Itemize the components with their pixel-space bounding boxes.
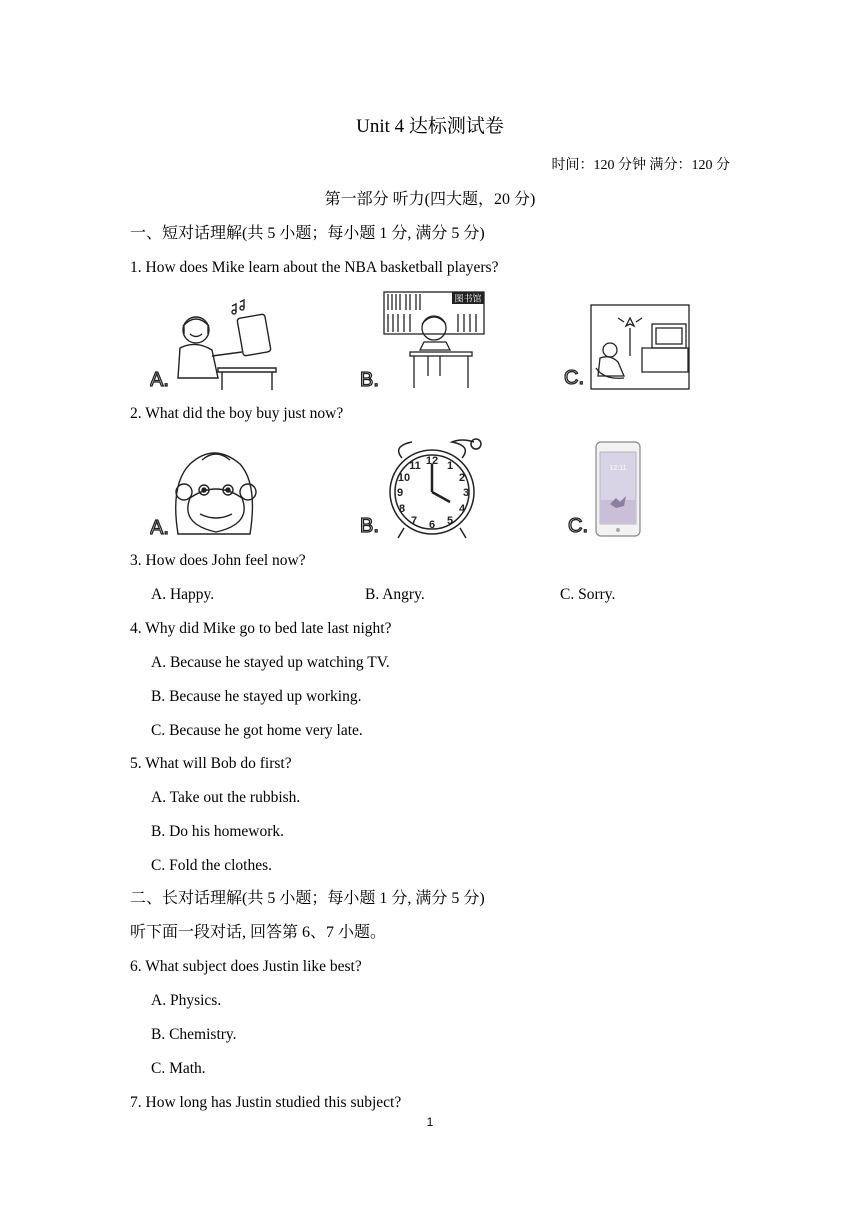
option-label-b: B. — [360, 369, 379, 391]
q2-option-b-picture — [358, 436, 490, 540]
q6-option-b: B. Chemistry. — [151, 1026, 237, 1043]
clock-number: 5 — [446, 515, 454, 527]
library-sign-text: 图书馆 — [454, 294, 482, 305]
exam-meta: 时间：120 分钟 满分：120 分 — [551, 158, 730, 173]
q4-option-a: A. Because he stayed up watching TV. — [151, 654, 390, 671]
clock-number: 3 — [462, 487, 470, 499]
section-heading-1: 一、短对话理解(共 5 小题；每小题 1 分, 满分 5 分) — [130, 225, 485, 242]
boy-at-computer-icon — [178, 300, 276, 390]
question-7: 7. How long has Justin studied this subject? — [130, 1094, 402, 1111]
option-label-b: B. — [360, 515, 379, 537]
clock-number: 8 — [398, 503, 406, 515]
q1-option-a-picture — [150, 296, 280, 392]
question-1: 1. How does Mike learn about the NBA basketball players? — [130, 259, 499, 276]
boy-reading-in-library-icon — [384, 292, 484, 388]
q2-option-c-picture — [566, 440, 652, 538]
clock-number: 9 — [396, 487, 404, 499]
clock-number: 2 — [458, 472, 466, 484]
q3-option-c: C. Sorry. — [560, 586, 616, 603]
question-6: 6. What subject does Justin like best? — [130, 958, 362, 975]
q4-option-c: C. Because he got home very late. — [151, 722, 363, 739]
option-label-c: C. — [564, 367, 584, 389]
q5-option-a: A. Take out the rubbish. — [151, 789, 301, 806]
clock-number: 11 — [409, 460, 421, 472]
exam-title: Unit 4 达标测试卷 — [356, 116, 504, 137]
smartphone-icon — [596, 442, 640, 536]
q3-option-b: B. Angry. — [365, 586, 425, 603]
phone-screen-time: 12:11 — [609, 465, 627, 472]
clock-number: 6 — [428, 519, 436, 531]
clock-number: 12 — [425, 455, 439, 467]
q1-option-c-picture — [564, 304, 692, 392]
person-watching-tv-icon — [591, 305, 689, 389]
clock-number: 1 — [446, 460, 454, 472]
option-label-a: A. — [150, 369, 169, 391]
clock-number: 7 — [410, 515, 418, 527]
page-number: 1 — [426, 1115, 434, 1129]
option-label-a: A. — [150, 517, 169, 539]
part-heading: 第一部分 听力(四大题，20 分) — [324, 191, 536, 208]
question-2: 2. What did the boy buy just now? — [130, 405, 344, 422]
question-4: 4. Why did Mike go to bed late last night? — [130, 620, 392, 637]
section-2-instruction: 听下面一段对话, 回答第 6、7 小题。 — [130, 924, 387, 941]
option-label-c: C. — [568, 515, 588, 537]
q6-option-c: C. Math. — [151, 1060, 206, 1077]
question-5: 5. What will Bob do first? — [130, 755, 292, 772]
section-heading-2: 二、长对话理解(共 5 小题；每小题 1 分, 满分 5 分) — [130, 890, 485, 907]
q2-option-a-picture — [150, 444, 260, 540]
clock-number: 4 — [458, 503, 466, 515]
q1-option-b-picture — [358, 290, 488, 392]
question-3: 3. How does John feel now? — [130, 552, 306, 569]
q5-option-b: B. Do his homework. — [151, 823, 285, 840]
q6-option-a: A. Physics. — [151, 992, 222, 1009]
q3-option-a: A. Happy. — [151, 586, 215, 603]
q4-option-b: B. Because he stayed up working. — [151, 688, 362, 705]
monkey-backpack-icon — [176, 453, 256, 534]
clock-number: 10 — [397, 472, 411, 484]
q5-option-c: C. Fold the clothes. — [151, 857, 272, 874]
